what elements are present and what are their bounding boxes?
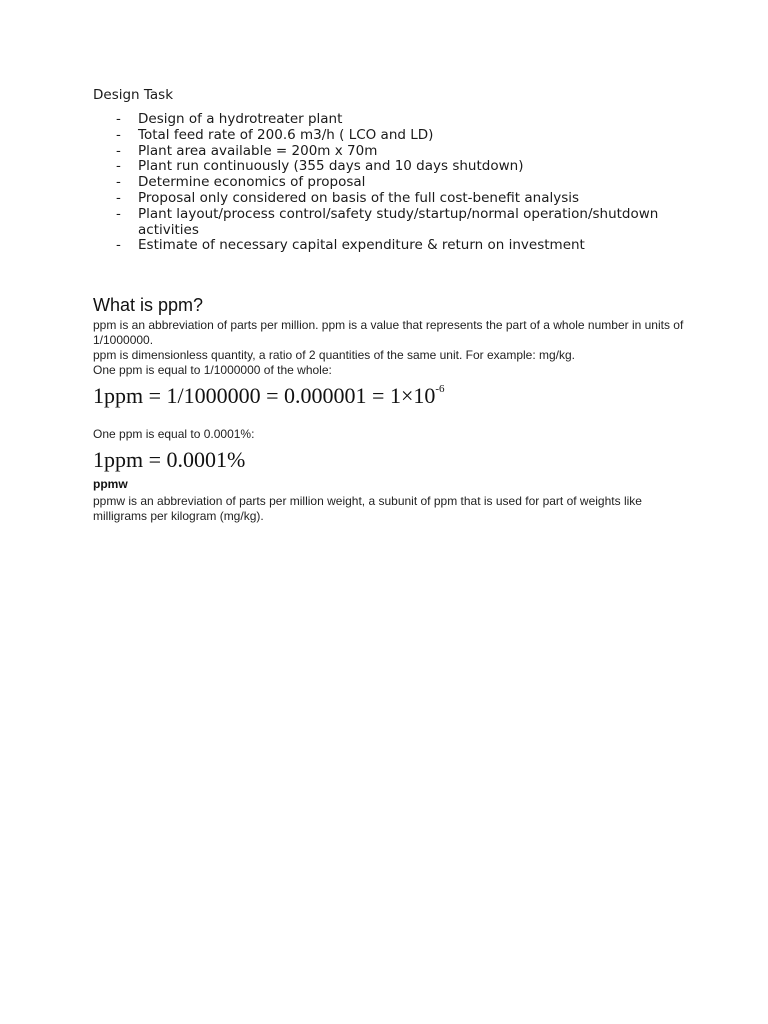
ppm-equal-paragraph: One ppm is equal to 1/1000000 of the whole: — [93, 363, 332, 378]
ppm-percent-formula: 1ppm = 0.0001% — [93, 447, 246, 473]
list-item-text: Plant run continuously (355 days and 10 days shutdown) — [138, 158, 524, 175]
ppm-definition-paragraph: ppm is an abbreviation of parts per million. ppm is a value that represents the part of a whole number in units of 1/1000000. — [93, 318, 684, 348]
list-item — [93, 144, 693, 160]
list-item — [93, 112, 693, 128]
list-item — [93, 128, 693, 144]
list-dash: - — [116, 126, 121, 143]
ppmw-heading: ppmw — [93, 477, 128, 492]
list-dash: - — [116, 205, 121, 222]
design-task-heading: Design Task — [93, 87, 174, 103]
formula-main-text: 1ppm = 1/1000000 = 0.000001 = 1×10 — [93, 383, 436, 409]
document-page — [93, 86, 693, 524]
list-item-text: Design of a hydrotreater plant — [138, 111, 343, 127]
ppm-section-title: What is ppm? — [93, 295, 204, 316]
list-dash: - — [116, 189, 121, 206]
ppm-dimensionless-paragraph: ppm is dimensionless quantity, a ratio of 2 quantities of the same unit. For example: mg/kg. — [93, 348, 576, 363]
list-item-text: Determine economics of proposal — [138, 174, 366, 191]
ppm-percent-paragraph: One ppm is equal to 0.0001%: — [93, 427, 255, 442]
list-item-text: Plant layout/process control/safety study/startup/normal operation/shutdown activities — [138, 205, 659, 238]
list-item-text: Plant area available = 200m x 70m — [138, 142, 378, 159]
list-dash: - — [116, 237, 121, 254]
design-task-list — [93, 112, 693, 254]
list-dash: - — [116, 142, 121, 159]
list-dash: - — [116, 174, 121, 191]
list-item-text: Estimate of necessary capital expenditure & return on investment — [138, 237, 585, 254]
list-item — [93, 207, 693, 239]
list-item — [93, 159, 693, 175]
list-item-text: Proposal only considered on basis of the full cost-benefit analysis — [138, 189, 580, 206]
list-dash: - — [116, 111, 121, 127]
list-dash: - — [116, 158, 121, 175]
list-item-text: Total feed rate of 200.6 m3/h ( LCO and LD) — [138, 126, 434, 143]
list-item — [93, 175, 693, 191]
ppmw-definition-paragraph: ppmw is an abbreviation of parts per million weight, a subunit of ppm that is used for part of weights like milligrams per kilogram (mg/kg). — [93, 494, 642, 524]
formula-exponent: -6 — [435, 383, 445, 396]
list-item — [93, 191, 693, 207]
list-item — [93, 238, 693, 254]
ppm-fraction-formula — [93, 383, 693, 409]
